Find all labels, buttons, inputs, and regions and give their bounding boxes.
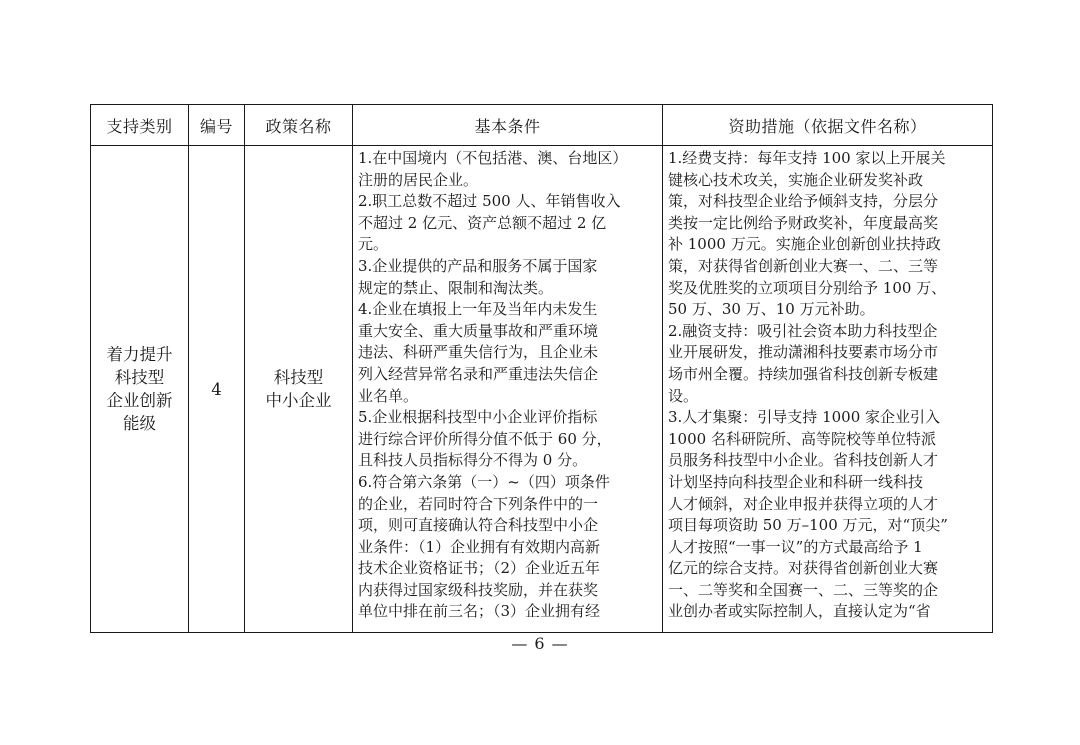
table-row (91, 146, 993, 633)
measures-line: 场市州全覆。持续加强省科技创新专板建 (668, 364, 939, 383)
conditions-line: 且科技人员指标得分不得为 0 分。 (358, 451, 588, 470)
category-cell (91, 146, 189, 633)
header-number: 编号 (189, 105, 245, 146)
measures-line: 奖及优胜奖的立项项目分别给予 100 万、 (668, 278, 947, 297)
conditions-line: 3.企业提供的产品和服务不属于国家 (358, 256, 598, 275)
conditions-line: 5.企业根据科技型中小企业评价指标 (358, 408, 598, 427)
measures-line: 键核心技术攻关，实施企业研发奖补政 (668, 170, 924, 189)
measures-line: 1.经费支持：每年支持 100 家以上开展关 (668, 149, 946, 167)
measures-line: 业开展研发，推动潇湘科技要素市场分市 (668, 343, 939, 362)
policy-name-line: 中小企业 (265, 391, 332, 410)
measures-line: 50 万、30 万、10 万元补助。 (668, 300, 875, 319)
conditions-line: 规定的禁止、限制和淘汰类。 (358, 278, 554, 297)
conditions-line: 的企业，若同时符合下列条件中的一 (358, 494, 599, 513)
conditions-line: 违法、科研严重失信行为，且企业未 (358, 343, 599, 362)
measures-line: 人才按照“一事一议”的方式最高给予 1 (668, 537, 923, 556)
measures-line: 一、二等奖和全国赛一、二、三等奖的企 (668, 580, 939, 599)
conditions-line: 4.企业在填报上一年及当年内未发生 (358, 300, 598, 319)
measures-line: 3.人才集聚：引导支持 1000 家企业引入 (668, 408, 941, 427)
measures-line: 策，对获得省创新创业大赛一、二、三等 (668, 256, 939, 275)
measures-line: 项目每项资助 50 万–100 万元，对“顶尖” (668, 516, 948, 535)
conditions-line: 业条件：（1）企业拥有有效期内高新 (358, 537, 601, 556)
conditions-line: 项，则可直接确认符合科技型中小企 (358, 516, 599, 535)
measures-line: 人才倾斜，对企业申报并获得立项的人才 (668, 494, 939, 513)
conditions-line: 1.在中国境内（不包括港、澳、台地区） (358, 149, 628, 167)
policy-name-cell (245, 146, 353, 633)
header-category: 支持类别 (91, 105, 189, 146)
category-line: 着力提升 (106, 345, 173, 364)
conditions-line: 重大安全、重大质量事故和严重环境 (358, 321, 599, 340)
conditions-line: 业名单。 (358, 386, 419, 405)
conditions-line: 内获得过国家级科技奖励，并在获奖 (358, 580, 599, 599)
conditions-line: 注册的居民企业。 (358, 170, 479, 189)
conditions-cell (353, 146, 663, 633)
conditions-line: 不超过 2 亿元、资产总额不超过 2 亿 (358, 213, 607, 232)
measures-line: 亿元的综合支持。对获得省创新创业大赛 (668, 559, 939, 578)
measures-line: 补 1000 万元。实施企业创新创业扶持政 (668, 235, 941, 254)
conditions-line: 单位中排在前三名；（3）企业拥有经 (358, 602, 601, 621)
measures-line: 业创办者或实际控制人，直接认定为“省 (668, 602, 931, 621)
category-line: 科技型 (114, 368, 165, 387)
header-policy-name: 政策名称 (245, 105, 353, 146)
conditions-line: 6.符合第六条第（一）~（四）项条件 (358, 472, 610, 491)
conditions-line: 进行综合评价所得分值不低于 60 分， (358, 429, 612, 448)
measures-line: 2.融资支持：吸引社会资本助力科技型企 (668, 321, 938, 340)
measures-line: 设。 (668, 386, 699, 405)
policy-name-line: 科技型 (273, 368, 324, 387)
measures-line: 策，对科技型企业给予倾斜支持，分层分 (668, 192, 939, 211)
page-number: — 6 — (511, 634, 569, 653)
conditions-line: 技术企业资格证书；（2）企业近五年 (358, 559, 601, 578)
header-measures: 资助措施（依据文件名称） (663, 105, 993, 146)
measures-line: 员服务科技型中小企业。省科技创新人才 (668, 451, 939, 470)
header-conditions: 基本条件 (353, 105, 663, 146)
measures-line: 类按一定比例给予财政奖补，年度最高奖 (668, 213, 939, 232)
measures-line: 计划坚持向科技型企业和科研一线科技 (668, 472, 924, 491)
measures-line: 1000 名科研院所、高等院校等单位特派 (668, 429, 936, 448)
conditions-line: 2.职工总数不超过 500 人、年销售收入 (358, 192, 621, 211)
category-line: 企业创新 (106, 391, 173, 410)
policy-table (90, 104, 993, 633)
conditions-line: 列入经营异常名录和严重违法失信企 (358, 364, 599, 383)
conditions-line: 元。 (358, 235, 389, 254)
measures-cell (663, 146, 993, 633)
number-cell: 4 (189, 146, 245, 633)
table-header-row (91, 105, 993, 146)
category-line: 能级 (123, 414, 156, 433)
